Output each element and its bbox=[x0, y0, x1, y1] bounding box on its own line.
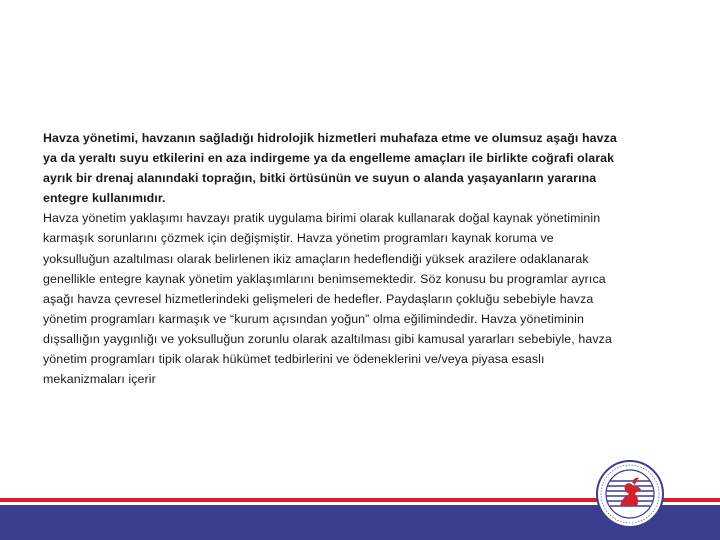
text-block bbox=[43, 128, 623, 389]
university-seal-icon bbox=[596, 460, 664, 528]
definition-paragraph: Havza yönetimi, havzanın sağladığı hidrolojik hizmetleri muhafaza etme ve olumsuz aşağı havza ya da yeraltı suyu etkilerini en aza indirgeme ya da engelleme amaçları ile birlikte coğrafi olarak ayrık bir drenaj alanındaki toprağın, bitki örtüsünün ve suyun o alanda yaşayanların yararına entegre kullanımıdır. bbox=[43, 131, 617, 206]
approach-paragraph: Havza yönetim yaklaşımı havzayı pratik uygulama birimi olarak kullanarak doğal kaynak yönetiminin karmaşık sorunlarını çözmek için değişmiştir. Havza yönetim programları kaynak koruma ve yoksulluğun azaltılması olarak belirlenen ikiz amaçların hedeflendiği yüksek arazilere odaklanarak genellikle entegre kaynak yönetim yaklaşımlarını benimsemektedir. Söz konusu bu programlar ayrıca aşağı havza çevresel hizmetlerindeki gelişmeleri de hedefler. Paydaşların çokluğu sebebiyle havza yönetim programları karmaşık ve “kurum açısından yoğun” olma eğilimindedir. Havza yönetiminin dışsallığın yaygınlığı ve yoksulluğun zorunlu olarak azaltılması gibi kamusal yararları sebebiyle, havza yönetim programları tipik olarak hükümet tedbirlerini ve ödeneklerini ve/veya piyasa esaslı mekanizmaları içerir bbox=[43, 211, 612, 387]
